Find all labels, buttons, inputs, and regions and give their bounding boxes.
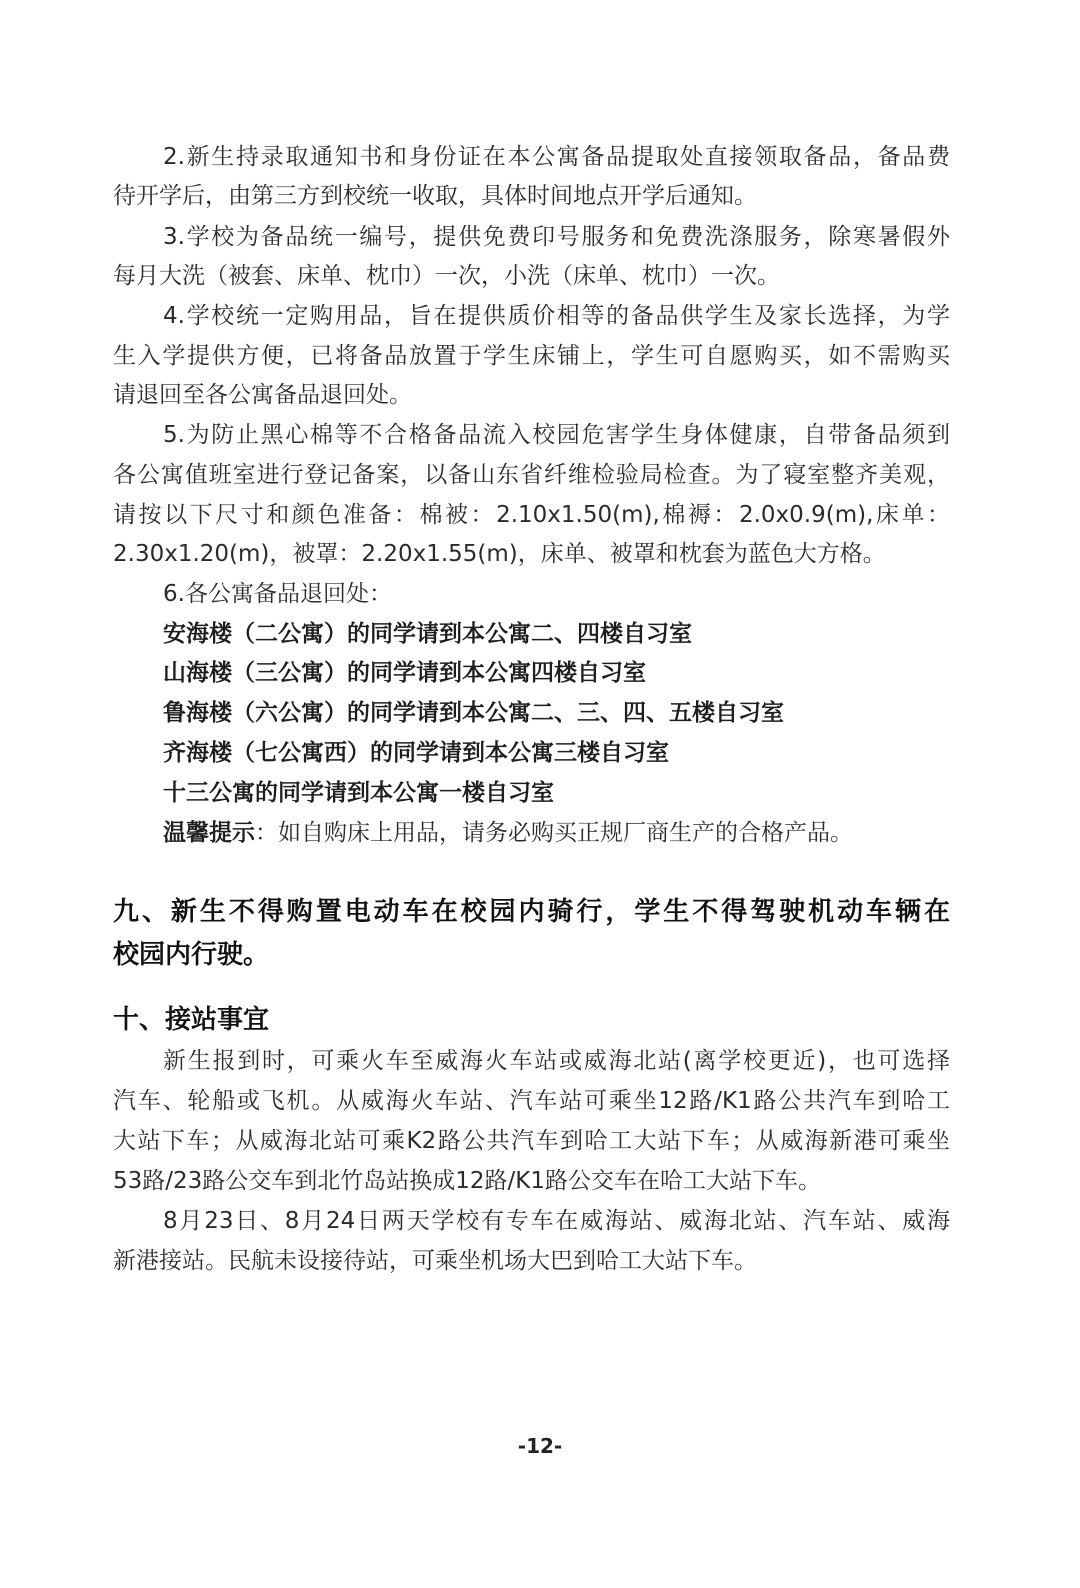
text-line: 大站下车；从威海北站可乘K2路公共汽车到哈工大站下车；从威海新港可乘坐: [113, 1128, 950, 1154]
page-number: -12-: [517, 1434, 563, 1458]
text-line: 汽车、轮船或飞机。从威海火车站、汽车站可乘坐12路/K1路公共汽车到哈工: [113, 1088, 950, 1114]
return-location: 齐海楼（七公寓西）的同学请到本公寓三楼自习室: [163, 740, 669, 766]
return-location: 安海楼（二公寓）的同学请到本公寓二、四楼自习室: [163, 621, 692, 647]
text-line: 生入学提供方便，已将备品放置于学生床铺上，学生可自愿购买，如不需购买: [113, 343, 950, 369]
text-line: 4.学校统一定购用品，旨在提供质价相等的备品供学生及家长选择，为学: [163, 303, 950, 329]
section-heading: 十、接站事宜: [113, 1005, 270, 1035]
text-line: 新生报到时，可乘火车至威海火车站或威海北站(离学校更近)，也可选择: [163, 1048, 950, 1074]
text-line: 新港接站。民航未设接待站，可乘坐机场大巴到哈工大站下车。: [113, 1248, 757, 1274]
return-location: 鲁海楼（六公寓）的同学请到本公寓二、三、四、五楼自习室: [163, 700, 784, 726]
return-location: 十三公寓的同学请到本公寓一楼自习室: [163, 780, 554, 806]
text-line: 待开学后，由第三方到校统一收取，具体时间地点开学后通知。: [113, 183, 757, 209]
item-6-heading: 6.各公寓备品退回处：: [163, 581, 392, 607]
text-line: 2.新生持录取通知书和身份证在本公寓备品提取处直接领取备品，备品费: [163, 144, 950, 170]
tip-label: 温馨提示: [163, 820, 255, 846]
text-line: 2.30x1.20(m)，被罩：2.20x1.55(m)，床单、被罩和枕套为蓝色大方格。: [113, 541, 886, 567]
text-line: 5.为防止黑心棉等不合格备品流入校园危害学生身体健康，自带备品须到: [163, 422, 950, 448]
tip-text: ：如自购床上用品，请务必购买正规厂商生产的合格产品。: [255, 820, 853, 846]
section-heading: 校园内行驶。: [113, 940, 270, 970]
text-line: 请退回至各公寓备品退回处。: [113, 382, 412, 408]
return-location: 山海楼（三公寓）的同学请到本公寓四楼自习室: [163, 660, 646, 686]
text-line: 每月大洗（被套、床单、枕巾）一次，小洗（床单、枕巾）一次。: [113, 263, 780, 289]
text-line: 8月23日、8月24日两天学校有专车在威海站、威海北站、汽车站、威海: [163, 1208, 950, 1234]
text-line: 请按以下尺寸和颜色准备：棉被：2.10x1.50(m),棉褥：2.0x0.9(m),床单：: [113, 502, 950, 528]
section-heading: 九、新生不得购置电动车在校园内骑行，学生不得驾驶机动车辆在: [113, 897, 950, 927]
tip: [163, 818, 950, 848]
text-line: 3.学校为备品统一编号，提供免费印号服务和免费洗涤服务，除寒暑假外: [163, 224, 950, 250]
text-line: 53路/23路公交车到北竹岛站换成12路/K1路公交车在哈工大站下车。: [113, 1168, 822, 1194]
text-line: 各公寓值班室进行登记备案，以备山东省纤维检验局检查。为了寝室整齐美观，: [113, 462, 950, 488]
